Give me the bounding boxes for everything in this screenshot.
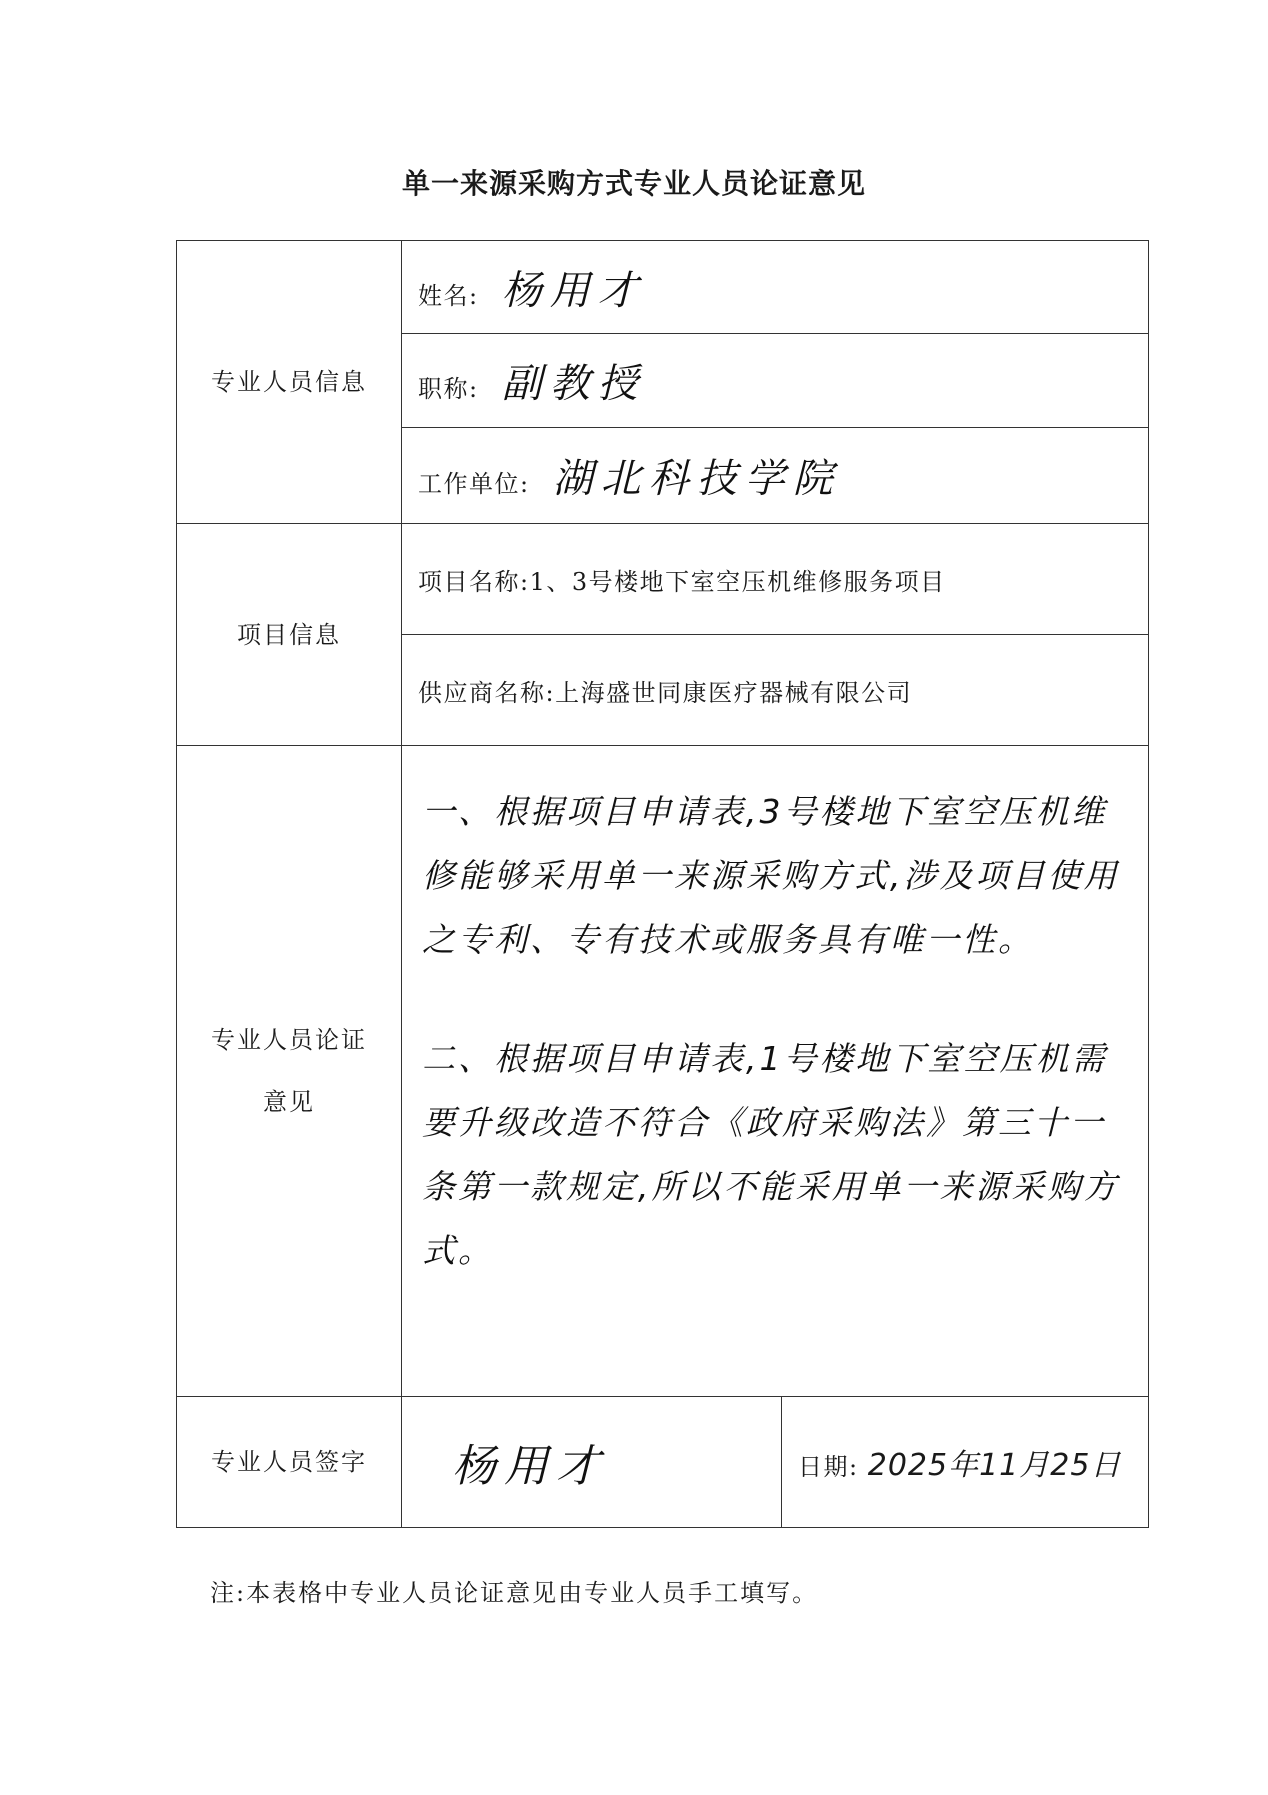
opinion-paragraph-2: 二、根据项目申请表,1号楼地下室空压机需要升级改造不符合《政府采购法》第三十一条第一款规定,所以不能采用单一来源采购方式。 <box>422 1039 1120 1270</box>
project-name-field: 项目名称:1、3号楼地下室空压机维修服务项目 <box>402 524 1149 635</box>
date-label: 日期: <box>798 1453 859 1481</box>
opinion-content <box>402 746 1149 1397</box>
unit-value-handwritten: 湖北科技学院 <box>552 456 841 502</box>
signature-cell <box>402 1397 782 1528</box>
opinion-row <box>177 746 1149 1397</box>
personnel-section-label: 专业人员信息 <box>177 241 402 524</box>
name-row <box>177 241 1149 334</box>
name-value-handwritten: 杨用才 <box>501 267 646 314</box>
footnote: 注:本表格中专业人员论证意见由专业人员手工填写。 <box>210 1579 819 1607</box>
name-label: 姓名: <box>418 281 479 310</box>
name-field <box>402 241 1149 334</box>
opinion-paragraph-1: 一、根据项目申请表,3号楼地下室空压机维修能够采用单一来源采购方式,涉及项目使用之专利、专有技术或服务具有唯一性。 <box>422 792 1120 959</box>
unit-field <box>402 428 1149 524</box>
project-section-label: 项目信息 <box>177 524 402 746</box>
unit-label: 工作单位: <box>418 470 530 498</box>
opinion-label-line-2: 意见 <box>263 1088 315 1116</box>
title-value-handwritten: 副教授 <box>501 361 646 407</box>
title-field <box>402 334 1149 428</box>
date-cell <box>782 1397 1149 1528</box>
project-name-row <box>177 524 1149 635</box>
date-value: 2025年11月25日 <box>867 1448 1122 1483</box>
signature-section-label: 专业人员签字 <box>177 1397 402 1528</box>
signature-row <box>177 1397 1149 1528</box>
form-table <box>176 240 1149 1528</box>
title-label: 职称: <box>418 375 479 403</box>
opinion-label-line-1: 专业人员论证 <box>211 1026 367 1054</box>
page-title: 单一来源采购方式专业人员论证意见 <box>401 167 866 200</box>
supplier-name-field: 供应商名称:上海盛世同康医疗器械有限公司 <box>402 635 1149 746</box>
opinion-section-label <box>177 746 402 1397</box>
signature-handwritten: 杨用才 <box>452 1441 608 1492</box>
